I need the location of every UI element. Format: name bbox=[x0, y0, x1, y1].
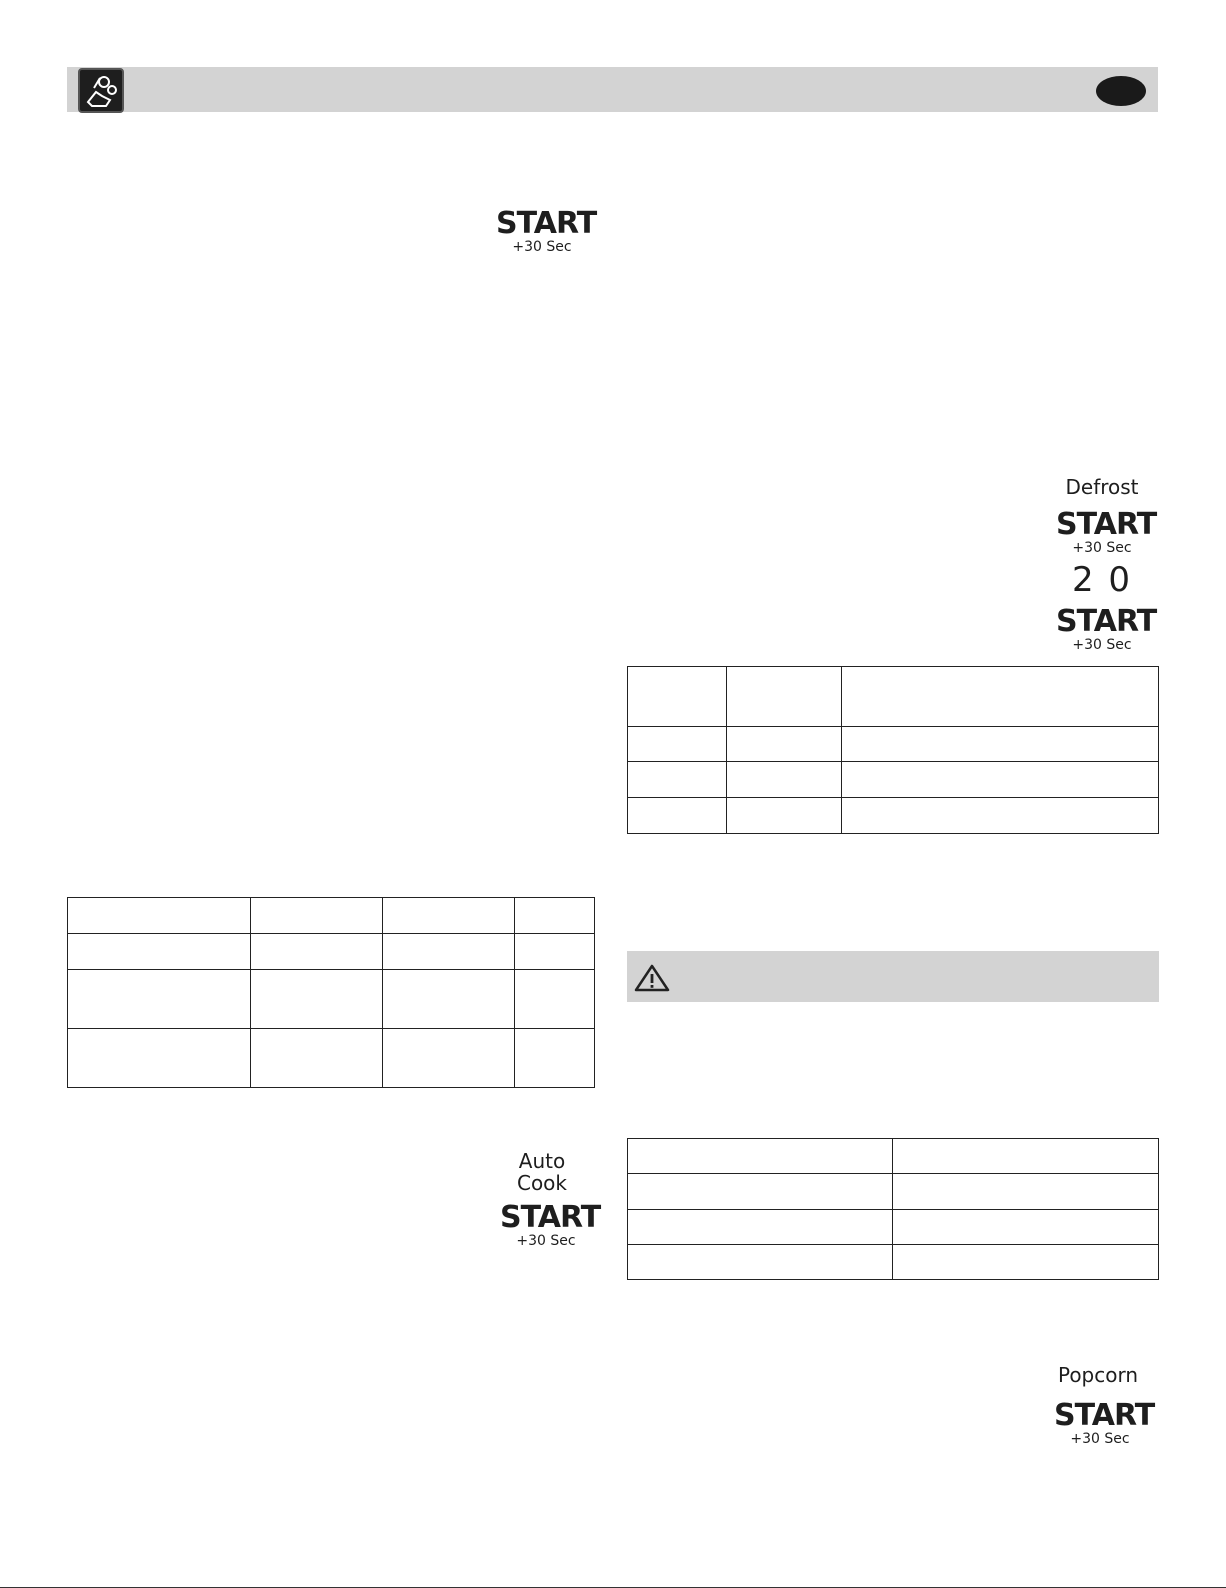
defrost-key[interactable] bbox=[1052, 476, 1152, 498]
start-label: START bbox=[1056, 507, 1157, 542]
warning-triangle-icon-glyph bbox=[633, 963, 671, 993]
popcorn-label: Popcorn bbox=[1057, 1363, 1139, 1387]
table-row bbox=[68, 898, 595, 934]
start-key-1[interactable] bbox=[496, 206, 597, 255]
start-key-4[interactable] bbox=[500, 1200, 601, 1249]
auto-cook-table bbox=[627, 1138, 1159, 1280]
table-row bbox=[628, 798, 1159, 834]
start-label: START bbox=[1054, 1398, 1155, 1433]
defrost-table bbox=[627, 666, 1159, 834]
table-row bbox=[68, 1029, 595, 1088]
page-number-oval bbox=[1096, 76, 1146, 106]
cooking-table bbox=[67, 897, 595, 1088]
plus30-label: +30 Sec bbox=[1070, 1431, 1130, 1447]
start-label: START bbox=[496, 206, 597, 241]
table-row bbox=[628, 1139, 1159, 1174]
auto-label: Auto bbox=[518, 1149, 566, 1173]
plus30-label: +30 Sec bbox=[1072, 637, 1132, 653]
table-row bbox=[628, 762, 1159, 798]
table-row bbox=[628, 667, 1159, 727]
chef-tasting-icon bbox=[78, 68, 124, 113]
digits-label: 2 0 bbox=[1071, 560, 1133, 600]
start-key-2[interactable] bbox=[1056, 507, 1157, 556]
plus30-label: +30 Sec bbox=[516, 1233, 576, 1249]
header-bar bbox=[67, 67, 1158, 112]
digit-keys[interactable] bbox=[1056, 560, 1148, 600]
start-key-5[interactable] bbox=[1054, 1398, 1155, 1447]
plus30-label: +30 Sec bbox=[1072, 540, 1132, 556]
warning-triangle-icon bbox=[633, 963, 671, 993]
table-row bbox=[68, 970, 595, 1029]
warning-bar bbox=[627, 951, 1159, 1002]
table-row bbox=[628, 727, 1159, 762]
cook-label: Cook bbox=[516, 1171, 568, 1195]
start-label: START bbox=[500, 1200, 601, 1235]
chef-tasting-icon-glyph bbox=[80, 70, 122, 111]
plus30-label: +30 Sec bbox=[512, 239, 572, 255]
defrost-label: Defrost bbox=[1065, 475, 1139, 499]
table-row bbox=[628, 1210, 1159, 1245]
table-row bbox=[628, 1174, 1159, 1210]
start-key-3[interactable] bbox=[1056, 604, 1157, 653]
table-row bbox=[628, 1245, 1159, 1280]
start-label: START bbox=[1056, 604, 1157, 639]
popcorn-key[interactable] bbox=[1048, 1364, 1148, 1386]
auto-cook-key[interactable] bbox=[500, 1150, 584, 1194]
table-row bbox=[68, 934, 595, 970]
